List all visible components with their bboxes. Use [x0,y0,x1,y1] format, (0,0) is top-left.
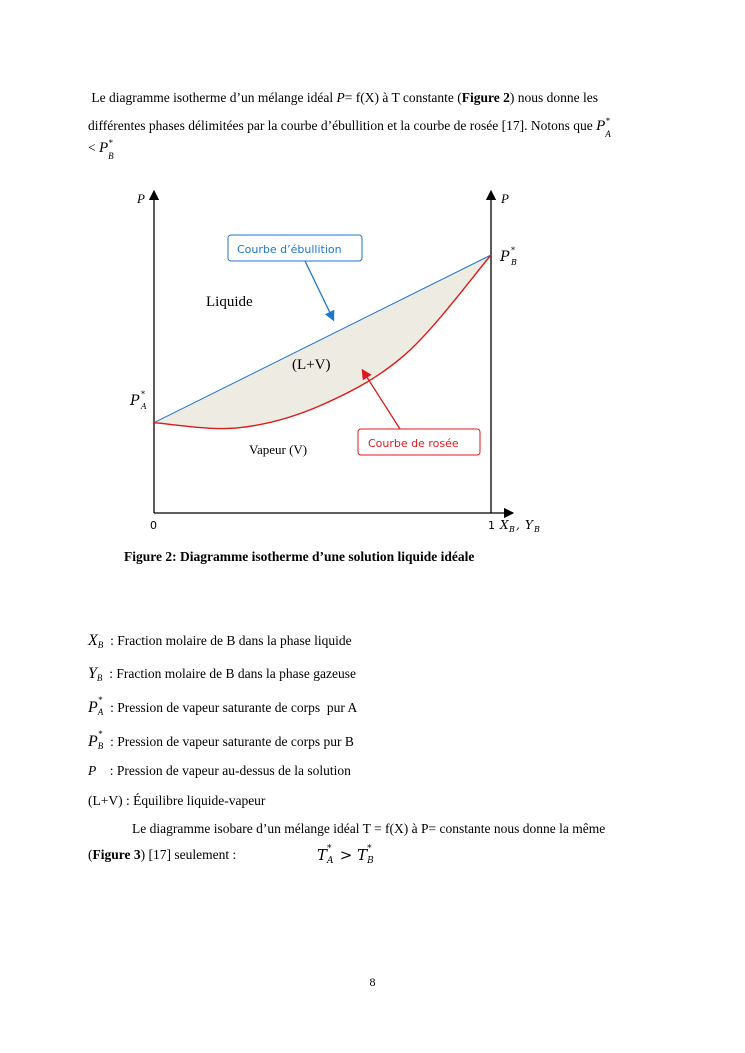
isobare-inequality: T * A > T * B [317,844,374,866]
intro-line-1: Le diagramme isotherme d’un mélange idéal P= f(X) à T constante (Figure 2) nous donne les [91,90,598,105]
intro-line-3: < P * B [88,138,114,161]
two-phase-region [154,255,491,429]
definition-symbol: P [88,733,98,750]
svg-text:B: B [509,525,515,534]
x-tick-0: 0 [150,519,157,532]
definition-row: P * B : Pression de vapeur saturante de corps pur B [88,729,354,751]
dew-curve-callout [358,371,480,455]
isobare-line-1: Le diagramme isobare d’un mélange idéal T = f(X) à P= constante nous donne la même [132,821,606,836]
svg-text:B: B [511,258,517,267]
svg-text:*: * [141,390,145,399]
definition-symbol: Y [88,665,97,682]
definition-text: : Fraction molaire de B dans la phase liquide [106,633,352,648]
definition-row [88,763,351,779]
y-axis-label-right: P [501,191,509,206]
definition-text: : Fraction molaire de B dans la phase gazeuse [105,666,356,681]
page-number: 8 [369,975,376,989]
phase-diagram-svg [120,185,560,535]
definition-symbol: P [88,699,98,716]
y-axis-label-left: P [137,191,145,206]
svg-text:B: B [534,525,540,534]
svg-text:Courbe de rosée: Courbe de rosée [368,437,459,450]
svg-text:,: , [516,518,520,532]
definition-row: Y B : Fraction molaire de B dans la phase gazeuse [88,665,356,683]
definition-row [88,793,265,809]
phase-diagram-figure [120,185,560,535]
svg-text:Courbe d’ébullition: Courbe d’ébullition [237,243,342,256]
pb-label [499,246,517,267]
region-liquid: Liquide [206,294,253,310]
svg-text:A: A [141,402,147,411]
isobare-line-2: (Figure 3) [17] seulement : [88,847,237,862]
definition-row: X B : Fraction molaire de B dans la phase liquide [88,632,352,650]
region-vapor: Vapeur (V) [249,442,308,457]
definition-symbol: P [88,763,97,778]
svg-text:Y: Y [525,518,533,532]
svg-text:P: P [500,249,510,265]
definition-text: (L+V) : Équilibre liquide-vapeur [88,793,266,808]
intro-paragraph [88,84,688,162]
intro-line-2: différentes phases délimitées par la courbe d’ébullition et la courbe de rosée [17]. Notons que P * A [88,116,611,139]
definition-row: P * A : Pression de vapeur saturante de corps pur A [88,695,358,717]
svg-text:*: * [511,246,515,255]
x-axis-label [499,518,540,534]
svg-text:X: X [500,518,509,532]
svg-text:P: P [130,393,140,409]
x-tick-1: 1 [488,519,495,532]
definition-text: : Pression de vapeur saturante de corps pur A [106,700,358,715]
pa-label [129,390,147,411]
region-two-phase: (L+V) [292,357,331,373]
definition-symbol: X [88,632,98,649]
definition-text: : Pression de vapeur au-dessus de la solution [96,763,351,778]
figure-caption: Figure 2: Diagramme isotherme d’une solution liquide idéale [124,549,475,564]
definition-text: : Pression de vapeur saturante de corps pur B [106,734,354,749]
